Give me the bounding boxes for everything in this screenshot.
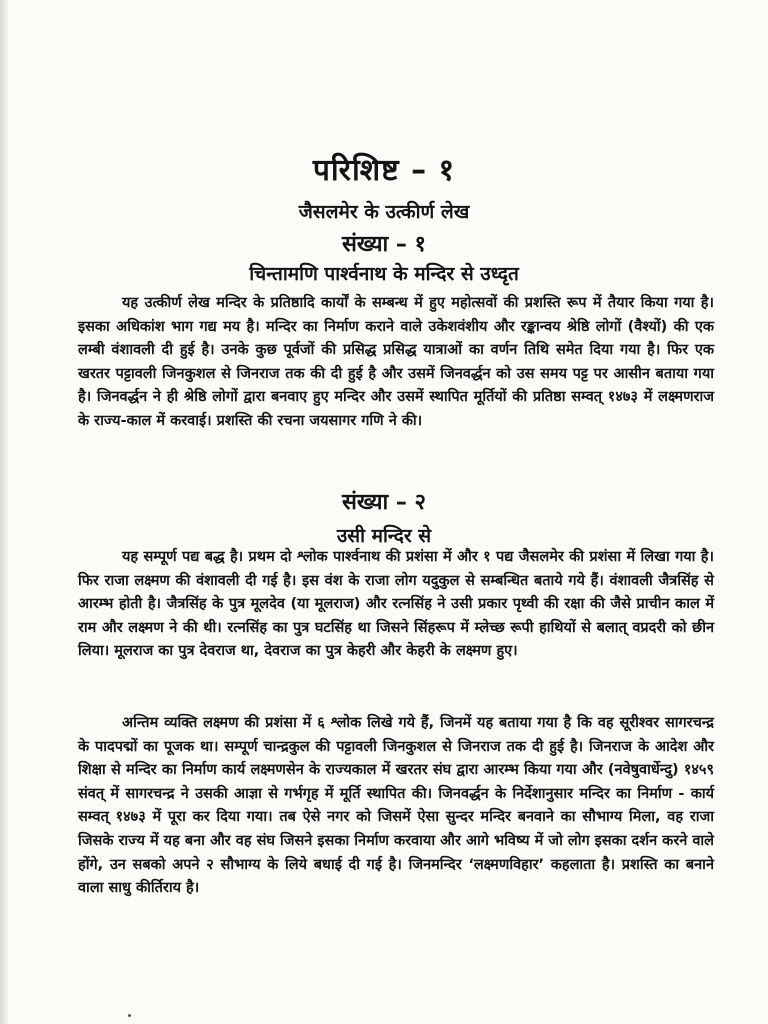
section-2-heading: संख्या – २ xyxy=(342,490,426,515)
page-speck xyxy=(128,1014,131,1017)
section-2-paragraph-1 xyxy=(78,546,714,664)
section-1-subheading: चिन्तामणि पार्श्वनाथ के मन्दिर से उध्दृत xyxy=(249,263,519,285)
section-1-paragraph-1 xyxy=(78,292,714,434)
section-1-heading: संख्या – १ xyxy=(342,232,426,257)
section-2-paragraph-2 xyxy=(78,712,714,901)
appendix-title: परिशिष्ट – १ xyxy=(312,153,456,188)
section-2-subheading: उसी मन्दिर से xyxy=(336,525,432,547)
paragraph-text: यह उत्कीर्ण लेख मन्दिर के प्रतिष्ठादि कार्यों के सम्बन्ध में हुए महोत्सवों की प्रशस्ति रूप में तैयार किया गया है। इसका अधिकांश भाग गद्य मय है। मन्दिर का निर्माण कराने वाले उकेशवंशीय और रङ्कान्वय श्रेष्ठि लोगों (वैश्यों) की एक लम्बी वंशावली दी हुई है। उनके कुछ पूर्वजों की प्रसिद्ध प्रसिद्ध यात्राओं का वर्णन तिथि समेत दिया गया है। फिर एक खरतर पट्टावली जिनकुशल से जिनराज तक की दी हुई है और उसमें जिनवर्द्धन को उस समय पट्ट पर आसीन बताया गया है। जिनवर्द्धन ने ही श्रेष्ठि लोगों द्वारा बनवाए हुए मन्दिर और उसमें स्थापित मूर्तियों की प्रतिष्ठा सम्वत् १४७३ में लक्ष्मणराज के राज्य-काल में करवाई। प्रशस्ति की रचना जयसागर गणि ने की। xyxy=(78,295,714,429)
paragraph-text: अन्तिम व्यक्ति लक्ष्मण की प्रशंसा में ६ श्लोक लिखे गये हैं, जिनमें यह बताया गया है कि वह सूरीश्वर सागरचन्द्र के पादपद्मों का पूजक था। सम्पूर्ण चान्द्रकुल की पट्टावली जिनकुशल से जिनराज तक दी हुई है। जिनराज के आदेश और शिक्षा से मन्दिर का निर्माण कार्य लक्ष्मणसेन के राज्यकाल में खरतर संघ द्वारा आरम्भ किया गया और (नवेषुवार्धेन्दु) १४५९ संवत् में सागरचन्द्र ने उसकी आज्ञा से गर्भगृह में मूर्ति स्थापित की। जिनवर्द्धन के निर्देशानुसार मन्दिर का निर्माण - कार्य सम्वत् १४७३ में पूरा कर दिया गया। तब ऐसे नगर को जिसमें ऐसा सुन्दर मन्दिर बनवाने का सौभाग्य मिला, वह राजा जिसके राज्य में यह बना और वह संघ जिसने इसका निर्माण करवाया और आगे भविष्य में जो लोग इसका दर्शन करने वाले होंगे, उन सबको अपने २ सौभाग्य के लिये बधाई दी गई है। जिनमन्दिर ‘लक्ष्मणविहार’ कहलाता है। प्रशस्ति का बनाने वाला साधु कीर्तिराय है। xyxy=(78,715,714,897)
paragraph-text: यह सम्पूर्ण पद्य बद्ध है। प्रथम दो श्लोक पार्श्वनाथ की प्रशंसा में और १ पद्य जैसलमेर की प्रशंसा में लिखा गया है। फिर राजा लक्ष्मण की वंशावली दी गई है। इस वंश के राजा लोग यदुकुल से सम्बन्धित बताये गये हैं। वंशावली जैत्रसिंह से आरम्भ होती है। जैत्रसिंह के पुत्र मूलदेव (या मूलराज) और रत्नसिंह ने उसी प्रकार पृथ्वी की रक्षा की जैसे प्राचीन काल में राम और लक्ष्मण ने की थी। रत्नसिंह का पुत्र घटसिंह था जिसने सिंहरूप में म्लेच्छ रूपी हाथियों से बलात् वप्रदरी को छीन लिया। मूलराज का पुत्र देवराज था, देवराज का पुत्र केहरी और केहरी के लक्ष्मण हुए। xyxy=(78,549,714,660)
appendix-subtitle: जैसलमेर के उत्कीर्ण लेख xyxy=(298,201,470,223)
